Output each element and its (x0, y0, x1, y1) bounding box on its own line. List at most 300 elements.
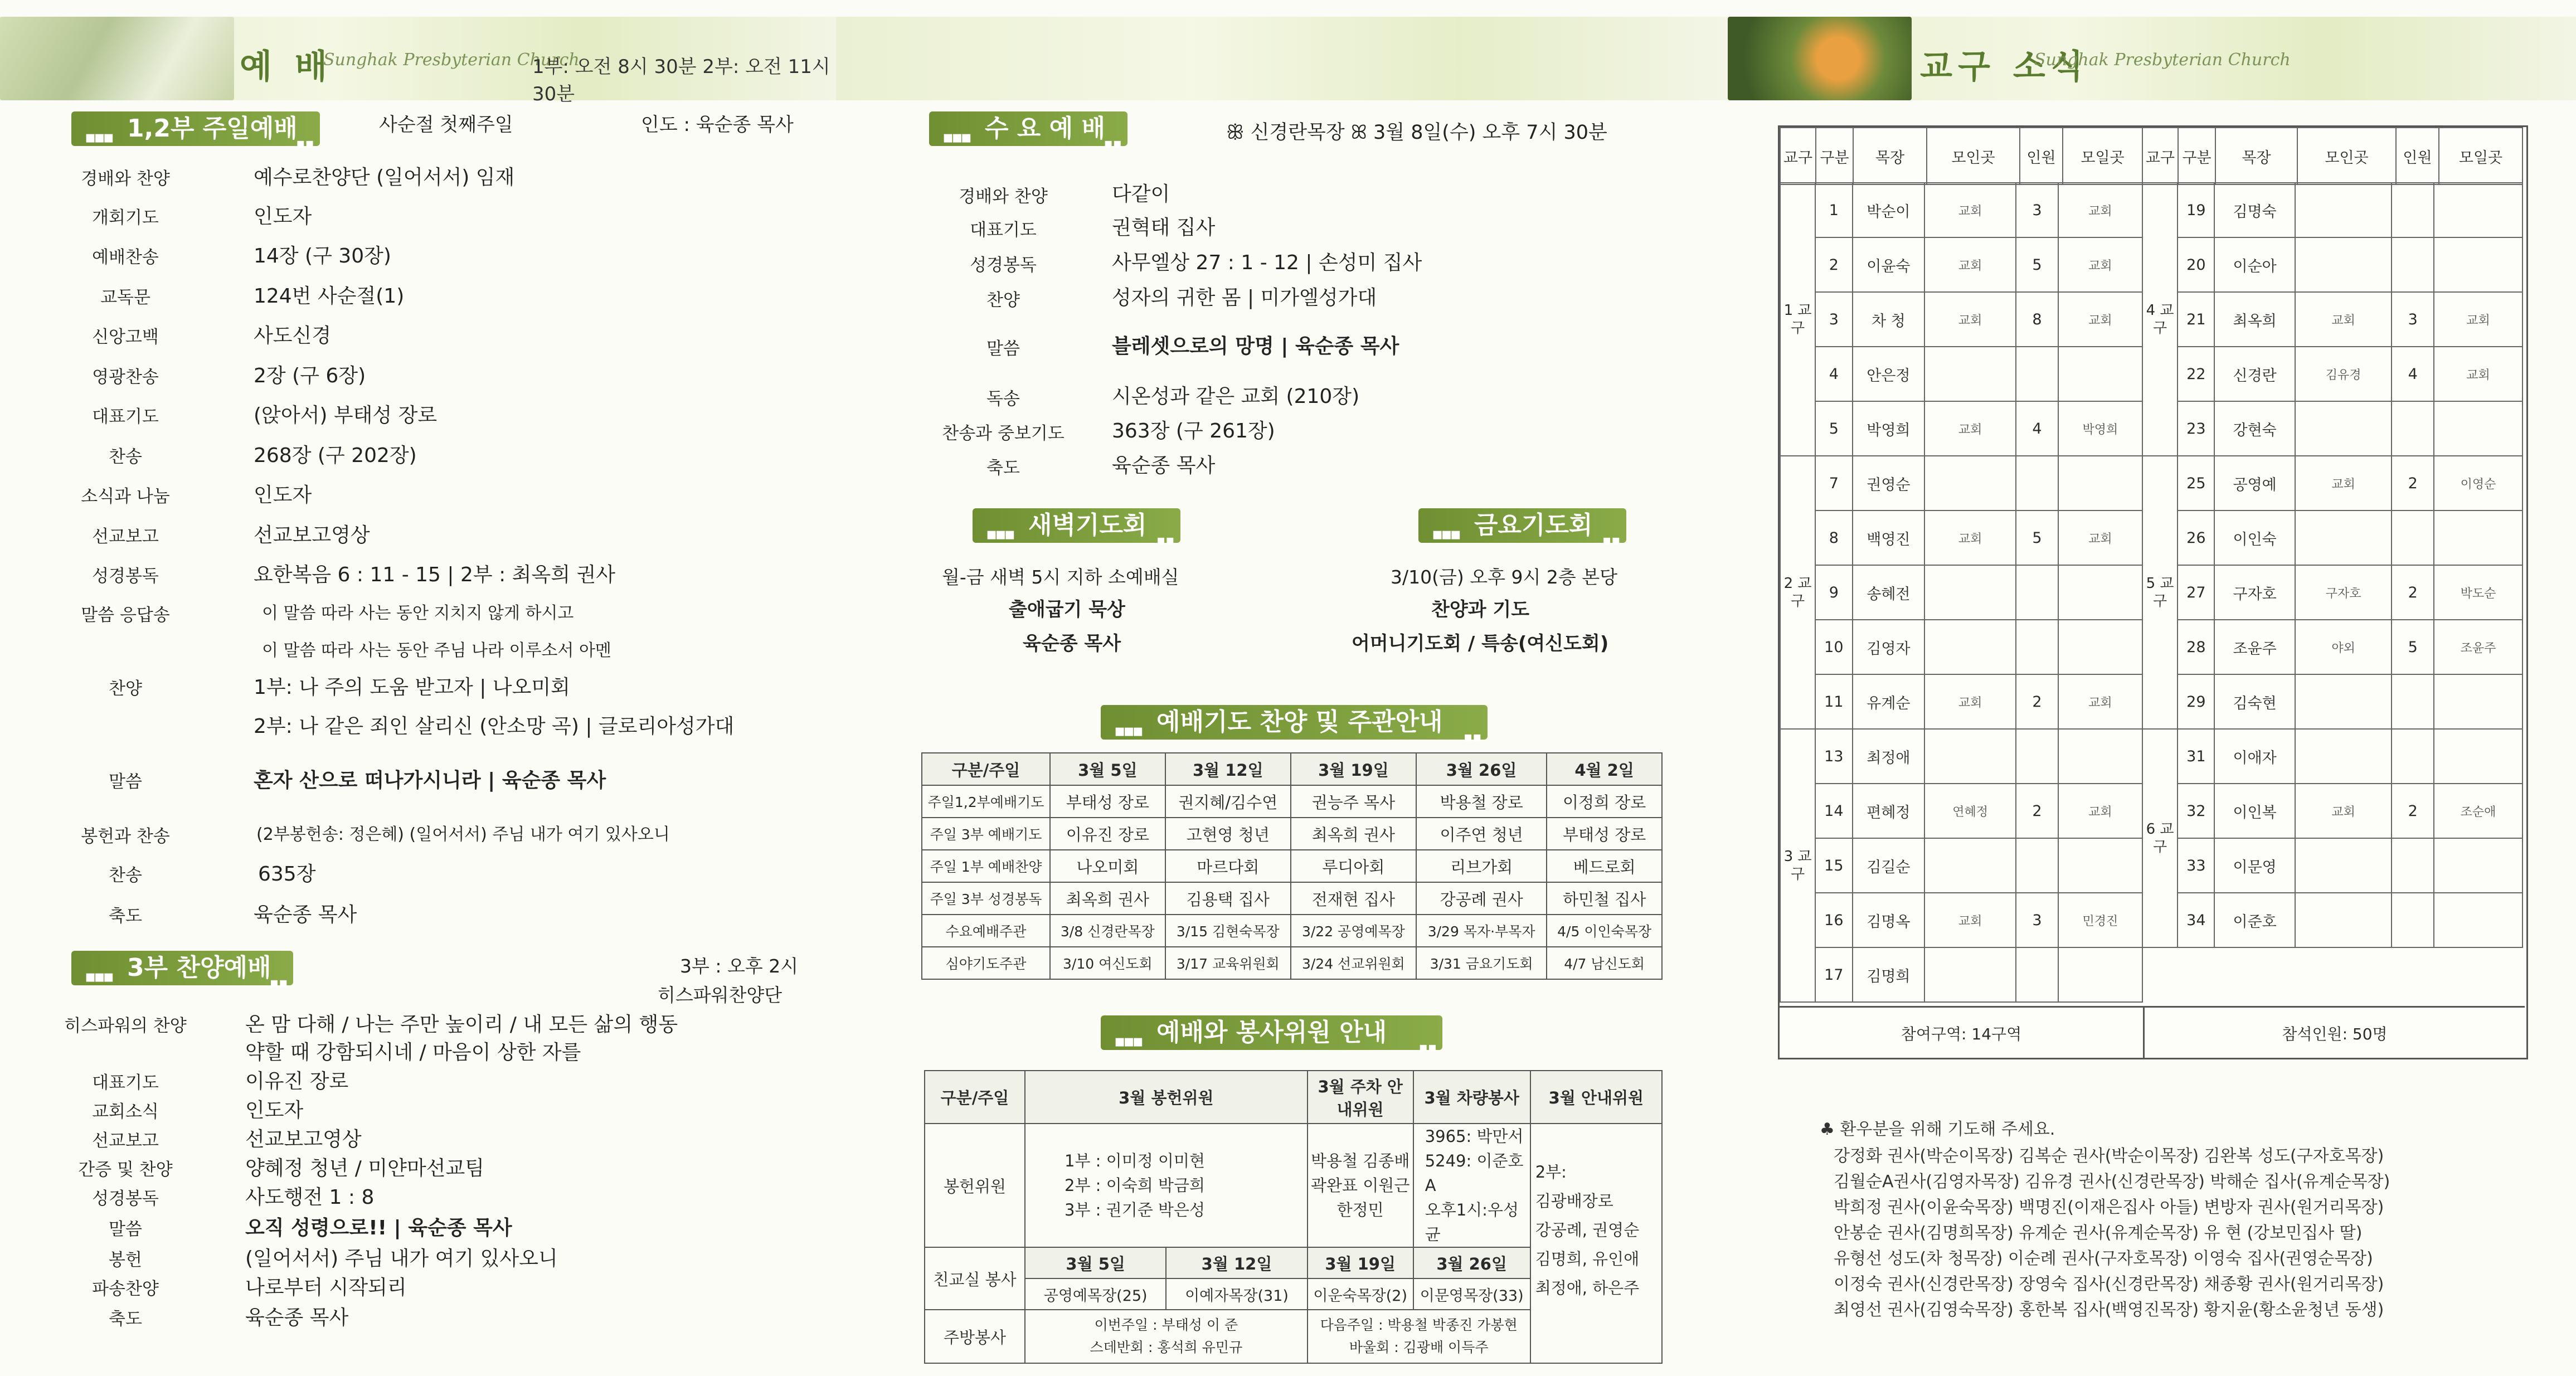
group-number: 3 (1815, 292, 1852, 347)
next-place: 교회 (2058, 674, 2142, 729)
meeting-place (2295, 729, 2392, 784)
table-row (1780, 947, 2142, 1002)
service12-leader: 인도 : 육순종 목사 (641, 114, 794, 136)
group-leader: 공영예 (2214, 456, 2295, 510)
ribbon-label: 1,2부 주일예배 (127, 114, 298, 143)
order-value: 육순종 목사 (245, 1306, 349, 1329)
order-value: 온 맘 다해 / 나는 주만 높이리 / 내 모든 삶의 행동 (245, 1013, 678, 1036)
group-number: 23 (2178, 401, 2214, 456)
tail-icon: ▪▪ (1156, 532, 1175, 548)
attendance (2392, 729, 2434, 784)
order-value: 이 말씀 따라 사는 동안 주님 나라 이루소서 아멘 (262, 641, 611, 660)
cook-line: 바울회 : 김광배 이득주 (1349, 1339, 1489, 1355)
group-number: 11 (1815, 674, 1852, 729)
table-cell: 이주연 청년 (1416, 818, 1547, 850)
group-leader: 김명숙 (2214, 183, 2295, 237)
table-row (1780, 838, 2142, 893)
next-place (2058, 620, 2142, 674)
week-header: 3월 12일 (1166, 1247, 1307, 1278)
table-cell: 하민철 집사 (1547, 882, 1662, 915)
attendance (2392, 893, 2434, 947)
attendance (2392, 183, 2434, 237)
dots-icon: ▪▪▪ (1432, 524, 1459, 544)
table-cell: 이운숙목장(2) (1308, 1278, 1413, 1310)
header-script: Sunghak Presbyterian Church (323, 50, 580, 70)
table-row (1780, 183, 2142, 237)
group-leader: 이문영 (2214, 838, 2295, 893)
table-header-cell: 목장 (1853, 128, 1927, 184)
order-label: 찬양 (986, 290, 1020, 310)
next-place (2434, 893, 2522, 947)
meeting-place: 김유경 (2295, 347, 2392, 401)
district-group-label: 3 교 구 (1780, 729, 1815, 1002)
table-cell: 친교실 봉사 (925, 1247, 1025, 1310)
table-row (2142, 292, 2522, 347)
attendance (2392, 674, 2434, 729)
table-cell: 주방봉사 (925, 1310, 1025, 1363)
meeting-place (2295, 401, 2392, 456)
meeting-place: 교회 (1924, 401, 2016, 456)
usher-line: 강공례, 권영순 (1535, 1221, 1640, 1239)
section-ribbon-service12 (71, 111, 320, 151)
order-value: 예수로찬양단 (일어서서) 임재 (254, 166, 515, 189)
group-number: 13 (1815, 729, 1852, 784)
next-place (2434, 729, 2522, 784)
ribbon-label: 예배와 봉사위원 안내 (1156, 1018, 1387, 1047)
table-header-cell: 구분 (1816, 128, 1853, 184)
table-row (2142, 347, 2522, 401)
table-cell: 3/17 교육위원회 (1165, 947, 1291, 979)
attendance: 2 (2392, 784, 2434, 838)
meeting-place: 교회 (1924, 183, 2016, 237)
header-band-left (0, 17, 836, 105)
order-value: 블레셋으로의 망명 | 육순종 목사 (1112, 335, 1399, 358)
table-row (1780, 401, 2142, 456)
order-label: 경배와 찬양 (81, 169, 170, 189)
order-label: 간증 및 찬양 (78, 1160, 173, 1180)
meeting-place (2295, 510, 2392, 565)
dots-icon: ▪▪▪ (942, 128, 970, 147)
order-label: 개회기도 (92, 208, 159, 228)
next-place: 조순애 (2434, 784, 2522, 838)
order-value: (2부봉헌송: 정은혜) (일어서서) 주님 내가 여기 있사오니 (256, 825, 670, 844)
week-header: 3월 26일 (1413, 1247, 1530, 1278)
attendance (2016, 620, 2058, 674)
group-number: 14 (1815, 784, 1852, 838)
table-header-cell: 3월 주차 안내위원 (1308, 1071, 1413, 1124)
prayer-request-title: ♣ 환우분을 위해 기도해 주세요. (1820, 1120, 2055, 1139)
order-label: 신앙고백 (92, 327, 159, 347)
parking-line: 박용철 김종배 (1311, 1151, 1410, 1170)
news-script: Sunghak Presbyterian Church (2034, 50, 2291, 70)
order-label: 대표기도 (970, 220, 1037, 240)
tail-icon: ▪▪ (1104, 135, 1122, 151)
group-number: 21 (2178, 292, 2214, 347)
section-ribbon-wednesday (929, 111, 1127, 151)
table-cell: 3/10 여신도회 (1050, 947, 1165, 979)
order-value: 오직 성령으로!! | 육순종 목사 (245, 1217, 512, 1239)
group-number: 34 (2178, 893, 2214, 947)
table-header-cell: 구분/주일 (922, 753, 1050, 785)
tail-icon: ▪▪ (1418, 1039, 1437, 1055)
ribbon-label: 3부 찬양예배 (127, 954, 271, 982)
table-cell: 리브가회 (1416, 850, 1547, 882)
order-label: 말씀 (109, 1219, 142, 1239)
usher-line: 김광배장로 (1535, 1192, 1613, 1210)
order-label: 찬송 (109, 866, 142, 886)
wednesday-info: ꕥ 신경란목장 ꕤ 3월 8일(수) 오후 7시 30분 (1226, 121, 1607, 144)
attendance (2392, 838, 2434, 893)
meeting-place: 교회 (1924, 237, 2016, 292)
tail-icon: ▪▪ (1602, 532, 1621, 548)
meeting-place: 교회 (2295, 292, 2392, 347)
dots-icon: ▪▪▪ (85, 967, 112, 986)
order-label: 찬송과 중보기도 (942, 424, 1065, 444)
table-row (1780, 620, 2142, 674)
attendance: 8 (2016, 292, 2058, 347)
header-photo-right (1728, 17, 1912, 100)
order-label: 경배와 찬양 (959, 187, 1048, 207)
attendance: 3 (2016, 893, 2058, 947)
friday-line: 찬양과 기도 (1431, 599, 1530, 621)
group-leader: 최정애 (1853, 729, 1925, 784)
order-value: 권혁태 집사 (1112, 216, 1216, 239)
service12-subtitle: 사순절 첫째주일 (379, 114, 513, 136)
group-leader: 안은정 (1853, 347, 1925, 401)
service3-team: 히스파워찬양단 (658, 984, 782, 1006)
prayer-line: 이정숙 권사(신경란목장) 장영숙 집사(신경란목장) 채종황 권사(원거리목장) (1834, 1275, 2384, 1294)
vehicle-cell (1413, 1124, 1530, 1247)
prayer-line: 강정화 권사(박순이목장) 김복순 권사(박순이목장) 김완복 성도(구자호목장) (1834, 1146, 2384, 1166)
group-number: 4 (1815, 347, 1852, 401)
prayer-line: 최영선 권사(김영숙목장) 홍한복 집사(백영진목장) 황지윤(황소윤청년 동생) (1834, 1300, 2384, 1320)
friday-line: 어머니기도회 / 특송(여신도회) (1352, 633, 1609, 655)
attendance: 4 (2016, 401, 2058, 456)
meeting-place (1924, 729, 2016, 784)
table-row (2142, 620, 2522, 674)
table-cell: 최옥희 권사 (1050, 882, 1165, 915)
group-leader: 김숙현 (2214, 674, 2295, 729)
meeting-place: 교회 (2295, 456, 2392, 510)
section-ribbon-volunteer (1101, 1015, 1442, 1055)
district-footer (1780, 1006, 2525, 1058)
table-header-cell: 교구 (1780, 128, 1816, 184)
next-place: 민경진 (2058, 893, 2142, 947)
section-ribbon-dawn (973, 508, 1180, 548)
participation-count: 참여구역: 14구역 (1901, 1025, 2022, 1043)
group-number: 27 (2178, 565, 2214, 620)
attendance (2392, 237, 2434, 292)
table-row (1780, 456, 2142, 510)
group-number: 5 (1815, 401, 1852, 456)
table-row (2142, 893, 2522, 947)
group-leader: 이윤숙 (1853, 237, 1925, 292)
group-leader: 박영희 (1853, 401, 1925, 456)
table-header-cell: 교구 (2142, 128, 2178, 184)
table-cell: 이정희 장로 (1547, 785, 1662, 818)
group-leader: 권영순 (1853, 456, 1925, 510)
group-leader: 김명옥 (1853, 893, 1925, 947)
table-cell: 전재현 집사 (1291, 882, 1416, 915)
group-number: 2 (1815, 237, 1852, 292)
table-cell: 권능주 목사 (1291, 785, 1416, 818)
order-label: 파송찬양 (92, 1279, 159, 1299)
order-value: 다같이 (1112, 183, 1170, 206)
next-place: 박영희 (2058, 401, 2142, 456)
header-photo-left (0, 17, 234, 100)
order-label: 대표기도 (92, 407, 159, 427)
table-header-cell: 3월 12일 (1165, 753, 1291, 785)
group-leader: 백영진 (1853, 510, 1925, 565)
table-row (922, 818, 1662, 850)
attendance (2392, 401, 2434, 456)
order-label: 교회소식 (92, 1102, 159, 1122)
order-value: (앉아서) 부태성 장로 (254, 404, 438, 427)
meeting-place: 교회 (1924, 674, 2016, 729)
table-row (1780, 729, 2142, 784)
next-place: 이영순 (2434, 456, 2522, 510)
vehicle-line: 5249: 이준호A (1425, 1151, 1524, 1195)
order-label: 교독문 (100, 288, 150, 308)
meeting-place (1924, 456, 2016, 510)
table-row (2142, 674, 2522, 729)
order-label: 대표기도 (92, 1073, 159, 1093)
order-value: 양혜정 청년 / 미얀마선교팀 (245, 1157, 484, 1180)
table-cell: 3/29 목자·부목자 (1416, 915, 1547, 947)
order-label: 축도 (109, 906, 142, 926)
table-row (1780, 893, 2142, 947)
group-number: 8 (1815, 510, 1852, 565)
group-number: 33 (2178, 838, 2214, 893)
district-body-right (2142, 182, 2523, 948)
order-value: 성자의 귀한 몸 | 미가엘성가대 (1112, 286, 1377, 309)
table-row (922, 882, 1662, 915)
ribbon-label: 새벽기도회 (1028, 511, 1147, 539)
prayer-line: 김월순A권사(김영자목장) 김유경 권사(신경란목장) 박해순 집사(유계순목장) (1834, 1172, 2390, 1192)
order-value: 선교보고영상 (254, 524, 370, 547)
group-number: 15 (1815, 838, 1852, 893)
order-label: 축도 (109, 1309, 142, 1329)
attendance: 3 (2016, 183, 2058, 237)
attendance-count: 참석인원: 50명 (2282, 1025, 2388, 1043)
table-row (2142, 565, 2522, 620)
order-value: 약할 때 강함되시네 / 마음이 상한 자를 (245, 1041, 581, 1064)
group-leader: 송혜전 (1853, 565, 1925, 620)
order-value: 2장 (구 6장) (254, 364, 366, 387)
meeting-place (2295, 237, 2392, 292)
group-leader: 김명희 (1853, 947, 1925, 1002)
group-leader: 구자호 (2214, 565, 2295, 620)
table-row (1780, 510, 2142, 565)
meeting-place (2295, 893, 2392, 947)
table-cell: 이문영목장(33) (1413, 1278, 1530, 1310)
table-header-cell: 모일곳 (2063, 128, 2142, 184)
table-row (2142, 237, 2522, 292)
group-number: 31 (2178, 729, 2214, 784)
order-label: 성경봉독 (92, 1189, 159, 1209)
table-cell: 권지혜/김수연 (1165, 785, 1291, 818)
table-row (2142, 401, 2522, 456)
table-cell: 이유진 장로 (1050, 818, 1165, 850)
district-table-right (2142, 127, 2523, 185)
table-header-cell: 구분 (2178, 128, 2215, 184)
table-header-row (925, 1071, 1662, 1124)
group-number: 1 (1815, 183, 1852, 237)
table-header-cell: 4월 2일 (1547, 753, 1662, 785)
meeting-place: 연혜정 (1924, 784, 2016, 838)
vehicle-line: 오후1시:우성균 (1425, 1200, 1519, 1244)
next-place (2058, 729, 2142, 784)
attendance: 5 (2016, 510, 2058, 565)
cook-line: 이번주일 : 부태성 이 준 (1094, 1317, 1238, 1333)
district-group-label: 4 교 구 (2142, 183, 2178, 456)
table-cell: 베드로회 (1547, 850, 1662, 882)
group-leader: 차 청 (1853, 292, 1925, 347)
table-cell: 루디아회 (1291, 850, 1416, 882)
section-ribbon-prayer-table (1101, 705, 1488, 745)
group-leader: 이애자 (2214, 729, 2295, 784)
meeting-place (1924, 947, 2016, 1002)
order-value: 육순종 목사 (254, 903, 357, 926)
table-row (922, 785, 1662, 818)
table-row (922, 947, 1662, 979)
order-value: 사도행전 1 : 8 (245, 1186, 375, 1209)
meeting-place: 교회 (1924, 292, 2016, 347)
order-value: 사무엘상 27 : 1 - 12 | 손성미 집사 (1112, 251, 1422, 274)
table-cell: 부태성 장로 (1547, 818, 1662, 850)
group-number: 9 (1815, 565, 1852, 620)
table-row (2142, 510, 2522, 565)
order-label: 말씀 응답송 (81, 605, 170, 625)
attendance (2016, 838, 2058, 893)
usher-line: 2부: (1535, 1163, 1567, 1181)
group-number: 20 (2178, 237, 2214, 292)
group-leader: 강현숙 (2214, 401, 2295, 456)
table-cell: 3/24 선교위원회 (1291, 947, 1416, 979)
table-row (1780, 292, 2142, 347)
group-leader: 박순이 (1853, 183, 1925, 237)
group-number: 22 (2178, 347, 2214, 401)
tail-icon: ▪▪ (296, 135, 314, 151)
order-value: 1부: 나 주의 도움 받고자 | 나오미회 (254, 676, 570, 699)
offering-line: 2부 : 이숙희 박금희 (1065, 1176, 1205, 1195)
offering-line: 3부 : 권기준 박은성 (1065, 1200, 1205, 1219)
table-row (925, 1124, 1662, 1247)
tail-icon: ▪▪ (269, 975, 288, 990)
attendance (2016, 729, 2058, 784)
table-header-cell: 모일곳 (2439, 128, 2522, 184)
meeting-place: 교회 (1924, 510, 2016, 565)
order-value: 363장 (구 261장) (1112, 420, 1275, 443)
group-number: 25 (2178, 456, 2214, 510)
order-label: 성경봉독 (92, 566, 159, 586)
table-header-cell: 3월 안내위원 (1530, 1071, 1662, 1124)
table-row (1780, 237, 2142, 292)
table-cell: 나오미회 (1050, 850, 1165, 882)
table-header-cell: 목장 (2215, 128, 2297, 184)
section-ribbon-service3 (71, 951, 293, 990)
friday-line: 3/10(금) 오후 9시 2층 본당 (1391, 566, 1617, 588)
order-label: 말씀 (109, 772, 142, 792)
parking-line: 곽완표 이원근 (1311, 1176, 1410, 1195)
order-label: 성경봉독 (970, 255, 1037, 275)
group-leader: 김길순 (1853, 838, 1925, 893)
table-cell: 마르다회 (1165, 850, 1291, 882)
service3-time: 3부 : 오후 2시 (680, 955, 799, 977)
meeting-place (2295, 183, 2392, 237)
group-leader: 유계순 (1853, 674, 1925, 729)
table-cell: 4/7 남신도회 (1547, 947, 1662, 979)
order-value: 혼자 산으로 떠나가시니라 | 육순종 목사 (254, 769, 606, 792)
meeting-place (2295, 674, 2392, 729)
next-place: 조윤주 (2434, 620, 2522, 674)
group-leader: 이인숙 (2214, 510, 2295, 565)
header-title: 예 배 (240, 47, 333, 86)
order-value: 요한복음 6 : 11 - 15 | 2부 : 최옥희 권사 (254, 563, 615, 586)
order-value: 육순종 목사 (1112, 454, 1216, 477)
section-ribbon-friday (1418, 508, 1626, 548)
dots-icon: ▪▪▪ (85, 128, 112, 147)
order-label: 봉헌과 찬송 (81, 826, 170, 847)
table-cell: 부태성 장로 (1050, 785, 1165, 818)
order-value: 나로부터 시작되리 (245, 1276, 407, 1299)
attendance (2016, 947, 2058, 1002)
week-header: 3월 19일 (1308, 1247, 1413, 1278)
group-leader: 편혜정 (1853, 784, 1925, 838)
next-place: 교회 (2058, 510, 2142, 565)
next-place (2434, 237, 2522, 292)
attendance: 2 (2016, 784, 2058, 838)
order-label: 찬송 (109, 447, 142, 467)
order-value: 인도자 (254, 484, 312, 507)
table-row (2142, 456, 2522, 510)
usher-line: 김명희, 유인애 (1535, 1249, 1640, 1268)
meeting-place (2295, 838, 2392, 893)
order-value: 이유진 장로 (245, 1070, 349, 1093)
header-band-middle (836, 17, 1728, 100)
table-header-row (2142, 128, 2522, 184)
vehicle-line: 3965: 박만서 (1425, 1127, 1524, 1146)
table-row (2142, 729, 2522, 784)
attendance (2016, 565, 2058, 620)
attendance: 5 (2392, 620, 2434, 674)
table-header-cell: 3월 차량봉사 (1413, 1071, 1530, 1124)
district-table-left (1780, 127, 2143, 185)
next-place: 교회 (2058, 183, 2142, 237)
order-label: 봉헌 (109, 1250, 142, 1270)
next-place (2434, 510, 2522, 565)
table-row (1780, 565, 2142, 620)
order-value: 인도자 (245, 1099, 304, 1122)
group-leader: 이순아 (2214, 237, 2295, 292)
table-row (2142, 838, 2522, 893)
attendance (2016, 347, 2058, 401)
cook-line: 스데반회 : 홍석희 유민규 (1090, 1339, 1243, 1355)
next-place: 교회 (2434, 292, 2522, 347)
order-value: 사도신경 (254, 324, 332, 347)
table-cell: 이예자목장(31) (1166, 1278, 1307, 1310)
table-cell: 주일 3부 성경봉독 (922, 882, 1050, 915)
table-header-cell: 인원 (2396, 128, 2439, 184)
next-place (2434, 401, 2522, 456)
news-title: 교구 소식 (1920, 47, 2089, 86)
group-number: 32 (2178, 784, 2214, 838)
cook-cell (1308, 1310, 1530, 1363)
dots-icon: ▪▪▪ (1114, 1032, 1141, 1051)
next-place (2434, 674, 2522, 729)
order-label: 히스파워의 찬양 (64, 1016, 187, 1036)
group-number: 10 (1815, 620, 1852, 674)
